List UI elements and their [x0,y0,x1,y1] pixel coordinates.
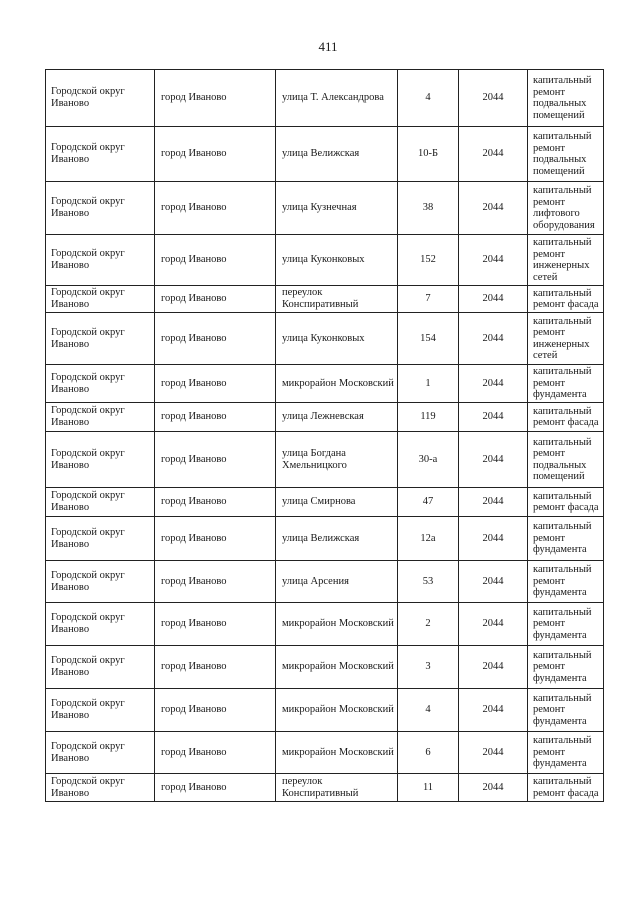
work-type-cell: капитальный ремонт фундамента [528,603,604,646]
house-number-cell: 154 [398,313,459,365]
city-cell: город Иваново [155,365,276,403]
district-cell: Городской округ Иваново [46,603,155,646]
house-number-cell: 7 [398,286,459,313]
work-type-cell: капитальный ремонт фундамента [528,561,604,603]
work-type-cell: капитальный ремонт подвальных помещений [528,70,604,127]
work-type-cell: капитальный ремонт фасада [528,286,604,313]
table-row [46,732,604,774]
city-cell: город Иваново [155,774,276,802]
page-number: 411 [318,39,338,54]
house-number-cell: 38 [398,182,459,235]
year-cell: 2044 [459,689,528,732]
year-cell: 2044 [459,313,528,365]
street-cell: улица Велижская [276,127,398,182]
year-cell: 2044 [459,646,528,689]
district-cell: Городской округ Иваново [46,432,155,488]
street-cell: микрорайон Московский [276,603,398,646]
city-cell: город Иваново [155,235,276,286]
table-row [46,127,604,182]
district-cell: Городской округ Иваново [46,646,155,689]
street-cell: улица Велижская [276,517,398,561]
house-number-cell: 4 [398,70,459,127]
street-cell: микрорайон Московский [276,365,398,403]
year-cell: 2044 [459,127,528,182]
work-type-cell: капитальный ремонт фасада [528,488,604,517]
year-cell: 2044 [459,603,528,646]
table-row [46,646,604,689]
city-cell: город Иваново [155,432,276,488]
city-cell: город Иваново [155,561,276,603]
house-number-cell: 2 [398,603,459,646]
house-number-cell: 4 [398,689,459,732]
year-cell: 2044 [459,286,528,313]
work-type-cell: капитальный ремонт подвальных помещений [528,127,604,182]
city-cell: город Иваново [155,488,276,517]
year-cell: 2044 [459,774,528,802]
district-cell: Городской округ Иваново [46,488,155,517]
work-type-cell: капитальный ремонт фасада [528,403,604,432]
district-cell: Городской округ Иваново [46,70,155,127]
street-cell: микрорайон Московский [276,732,398,774]
street-cell: улица Лежневская [276,403,398,432]
city-cell: город Иваново [155,286,276,313]
work-type-cell: капитальный ремонт фундамента [528,517,604,561]
work-type-cell: капитальный ремонт инженерных сетей [528,235,604,286]
city-cell: город Иваново [155,182,276,235]
city-cell: город Иваново [155,403,276,432]
city-cell: город Иваново [155,646,276,689]
city-cell: город Иваново [155,70,276,127]
city-cell: город Иваново [155,603,276,646]
house-number-cell: 1 [398,365,459,403]
work-type-cell: капитальный ремонт фундамента [528,365,604,403]
city-cell: город Иваново [155,732,276,774]
table-row [46,517,604,561]
table-row [46,182,604,235]
house-number-cell: 11 [398,774,459,802]
district-cell: Городской округ Иваново [46,235,155,286]
street-cell: улица Смирнова [276,488,398,517]
work-type-cell: капитальный ремонт подвальных помещений [528,432,604,488]
street-cell: микрорайон Московский [276,646,398,689]
work-type-cell: капитальный ремонт фундамента [528,732,604,774]
district-cell: Городской округ Иваново [46,286,155,313]
district-cell: Городской округ Иваново [46,313,155,365]
work-type-cell: капитальный ремонт фасада [528,774,604,802]
table-row [46,774,604,802]
house-number-cell: 152 [398,235,459,286]
house-number-cell: 30-а [398,432,459,488]
city-cell: город Иваново [155,313,276,365]
house-number-cell: 53 [398,561,459,603]
city-cell: город Иваново [155,127,276,182]
table-row [46,70,604,127]
repair-schedule-table [45,69,604,802]
table-row [46,286,604,313]
work-type-cell: капитальный ремонт лифтового оборудования [528,182,604,235]
house-number-cell: 3 [398,646,459,689]
house-number-cell: 12а [398,517,459,561]
year-cell: 2044 [459,365,528,403]
district-cell: Городской округ Иваново [46,517,155,561]
house-number-cell: 10-Б [398,127,459,182]
street-cell: улица Т. Александрова [276,70,398,127]
year-cell: 2044 [459,70,528,127]
street-cell: переулок Конспиративный [276,774,398,802]
street-cell: улица Богдана Хмельницкого [276,432,398,488]
table-row [46,432,604,488]
city-cell: город Иваново [155,517,276,561]
district-cell: Городской округ Иваново [46,732,155,774]
district-cell: Городской округ Иваново [46,774,155,802]
table-row [46,488,604,517]
year-cell: 2044 [459,732,528,774]
year-cell: 2044 [459,182,528,235]
table-row [46,689,604,732]
district-cell: Городской округ Иваново [46,182,155,235]
street-cell: улица Куконковых [276,313,398,365]
house-number-cell: 47 [398,488,459,517]
house-number-cell: 119 [398,403,459,432]
street-cell: улица Арсения [276,561,398,603]
city-cell: город Иваново [155,689,276,732]
table-row [46,365,604,403]
street-cell: микрорайон Московский [276,689,398,732]
district-cell: Городской округ Иваново [46,689,155,732]
work-type-cell: капитальный ремонт инженерных сетей [528,313,604,365]
house-number-cell: 6 [398,732,459,774]
year-cell: 2044 [459,517,528,561]
district-cell: Городской округ Иваново [46,561,155,603]
table-row [46,403,604,432]
year-cell: 2044 [459,235,528,286]
table-body [46,70,604,802]
year-cell: 2044 [459,403,528,432]
table-row [46,235,604,286]
street-cell: переулок Конспиративный [276,286,398,313]
district-cell: Городской округ Иваново [46,127,155,182]
street-cell: улица Куконковых [276,235,398,286]
table-row [46,603,604,646]
table-row [46,561,604,603]
district-cell: Городской округ Иваново [46,403,155,432]
year-cell: 2044 [459,432,528,488]
year-cell: 2044 [459,561,528,603]
street-cell: улица Кузнечная [276,182,398,235]
work-type-cell: капитальный ремонт фундамента [528,646,604,689]
district-cell: Городской округ Иваново [46,365,155,403]
table-row [46,313,604,365]
work-type-cell: капитальный ремонт фундамента [528,689,604,732]
year-cell: 2044 [459,488,528,517]
